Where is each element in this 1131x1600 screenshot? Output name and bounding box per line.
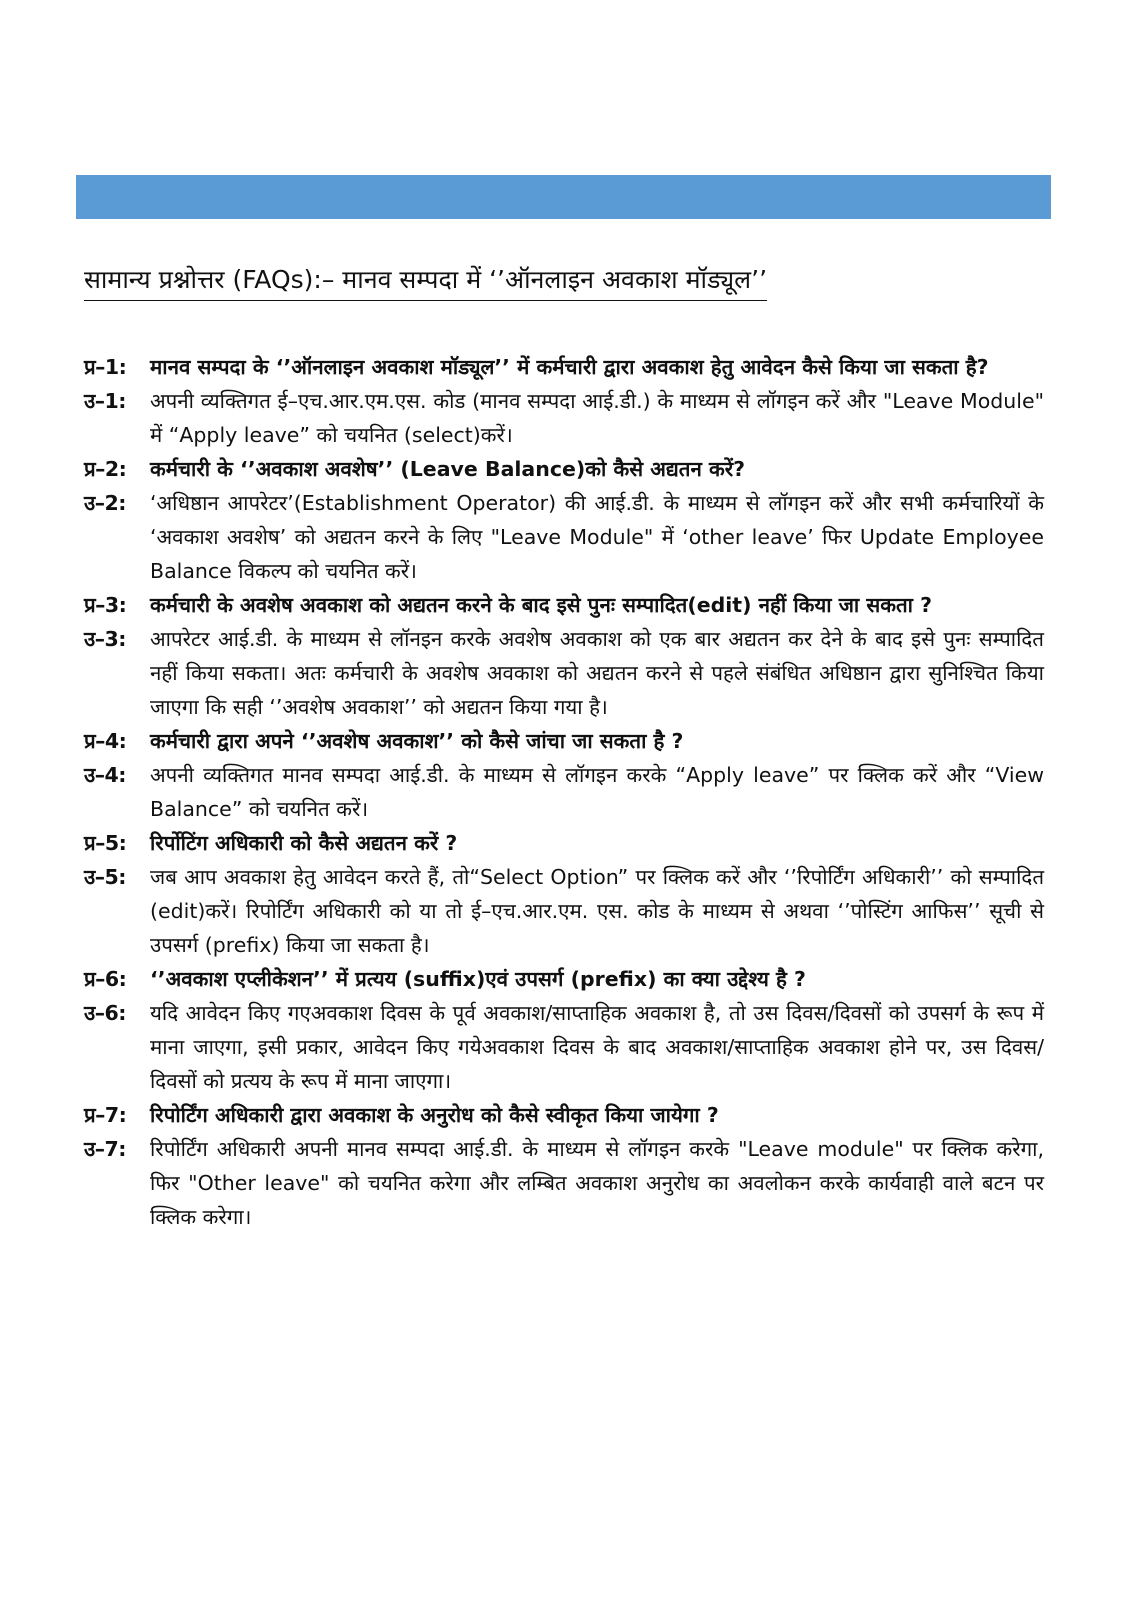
answer-label: उ–6: <box>84 1001 126 1025</box>
page-title <box>84 262 984 301</box>
faq-question-2 <box>84 452 1044 486</box>
faq-answer-3 <box>84 622 1044 724</box>
question-text: रिर्पोटिंग अधिकारी को कैसे अद्यतन करें ? <box>150 831 458 855</box>
answer-label: उ–7: <box>84 1137 126 1161</box>
question-label: प्र–4: <box>84 729 127 753</box>
question-label: प्र–2: <box>84 457 127 481</box>
question-text: ‘’अवकाश एप्लीकेशन’’ में प्रत्यय (suffix)एवं उपसर्ग (prefix) का क्या उद्देश्य है ? <box>150 967 806 991</box>
answer-label: उ–2: <box>84 491 126 515</box>
answer-text: रिपोर्टिंग अधिकारी अपनी मानव सम्पदा आई.डी. के माध्यम से लॉगइन करके "Leave module" पर क्लिक करेगा, फिर "Other leave" को चयनित करेगा और लम्बित अवकाश अनुरोध का अवलोकन करके कार्यवाही वाले बटन पर क्लिक करेगा। <box>150 1137 1044 1229</box>
faq-question-5 <box>84 826 1044 860</box>
answer-text: आपरेटर आई.डी. के माध्यम से लॉनइन करके अवशेष अवकाश को एक बार अद्यतन कर देने के बाद इसे पुनः सम्पादित नहीं किया सकता। अतः कर्मचारी के अवशेष अवकाश को अद्यतन करने से पहले संबंधित अधिष्ठान द्वारा सुनिश्चित किया जाएगा कि सही ‘’अवशेष अवकाश’’ को अद्यतन किया गया है। <box>150 627 1044 719</box>
faq-list <box>84 350 1044 1234</box>
faq-question-3 <box>84 588 1044 622</box>
question-text: रिपोर्टिंग अधिकारी द्वारा अवकाश के अनुरोध को कैसे स्वीकृत किया जायेगा ? <box>150 1103 719 1127</box>
question-label: प्र–3: <box>84 593 127 617</box>
question-label: प्र–7: <box>84 1103 127 1127</box>
faq-answer-4 <box>84 758 1044 826</box>
faq-answer-5 <box>84 860 1044 962</box>
question-text: कर्मचारी द्वारा अपने ‘’अवशेष अवकाश’’ को कैसे जांचा जा सकता है ? <box>150 729 684 753</box>
faq-question-4 <box>84 724 1044 758</box>
answer-label: उ–1: <box>84 389 126 413</box>
answer-label: उ–4: <box>84 763 126 787</box>
faq-question-6 <box>84 962 1044 996</box>
question-label: प्र–6: <box>84 967 127 991</box>
question-text: कर्मचारी के ‘’अवकाश अवशेष’’ (Leave Balance)को कैसे अद्यतन करें? <box>150 457 746 481</box>
answer-label: उ–3: <box>84 627 126 651</box>
answer-text: अपनी व्यक्तिगत मानव सम्पदा आई.डी. के माध्यम से लॉगइन करके “Apply leave” पर क्लिक करें और “View Balance” को चयनित करें। <box>150 763 1044 821</box>
answer-text: ‘अधिष्ठान आपरेटर’(Establishment Operator) की आई.डी. के माध्यम से लॉगइन करें और सभी कर्मचारियों के ‘अवकाश अवशेष’ को अद्यतन करने के लिए "Leave Module" में ‘other leave’ फिर Update Employee Balance विकल्प को चयनित करें। <box>150 491 1044 583</box>
answer-text: यदि आवेदन किए गएअवकाश दिवस के पूर्व अवकाश/साप्ताहिक अवकाश है, तो उस दिवस/दिवसों को उपसर्ग के रूप में माना जाएगा, इसी प्रकार, आवेदन किए गयेअवकाश दिवस के बाद अवकाश/साप्ताहिक अवकाश होने पर, उस दिवस/दिवसों को प्रत्यय के रूप में माना जाएगा। <box>150 1001 1044 1093</box>
answer-text: जब आप अवकाश हेतु आवेदन करते हैं, तो“Select Option” पर क्लिक करें और ‘’रिपोर्टिंग अधिकारी’’ को सम्पादित (edit)करें। रिपोर्टिंग अधिकारी को या तो ई–एच.आर.एम. एस. कोड के माध्यम से अथवा ‘’पोस्टिंग आफिस’’ सूची से उपसर्ग (prefix) किया जा सकता है। <box>150 865 1044 957</box>
faq-answer-2 <box>84 486 1044 588</box>
header-band <box>76 175 1051 219</box>
question-text: मानव सम्पदा के ‘’ऑनलाइन अवकाश मॉड्यूल’’ में कर्मचारी द्वारा अवकाश हेतु आवेदन कैसे किया जा सकता है? <box>150 355 989 379</box>
answer-text: अपनी व्यक्तिगत ई–एच.आर.एम.एस. कोड (मानव सम्पदा आई.डी.) के माध्यम से लॉगइन करें और "Leave Module" में “Apply leave” को चयनित (select)करें। <box>150 389 1044 447</box>
question-text: कर्मचारी के अवशेष अवकाश को अद्यतन करने के बाद इसे पुनः सम्पादित(edit) नहीं किया जा सकता ? <box>150 593 932 617</box>
question-label: प्र–1: <box>84 355 127 379</box>
question-label: प्र–5: <box>84 831 127 855</box>
faq-answer-7 <box>84 1132 1044 1234</box>
faq-answer-6 <box>84 996 1044 1098</box>
page-title-text: सामान्य प्रश्नोत्तर (FAQs):– मानव सम्पदा में ‘’ऑनलाइन अवकाश मॉड्यूल’’ <box>84 262 767 301</box>
faq-answer-1 <box>84 384 1044 452</box>
faq-question-1 <box>84 350 1044 384</box>
answer-label: उ–5: <box>84 865 126 889</box>
faq-question-7 <box>84 1098 1044 1132</box>
